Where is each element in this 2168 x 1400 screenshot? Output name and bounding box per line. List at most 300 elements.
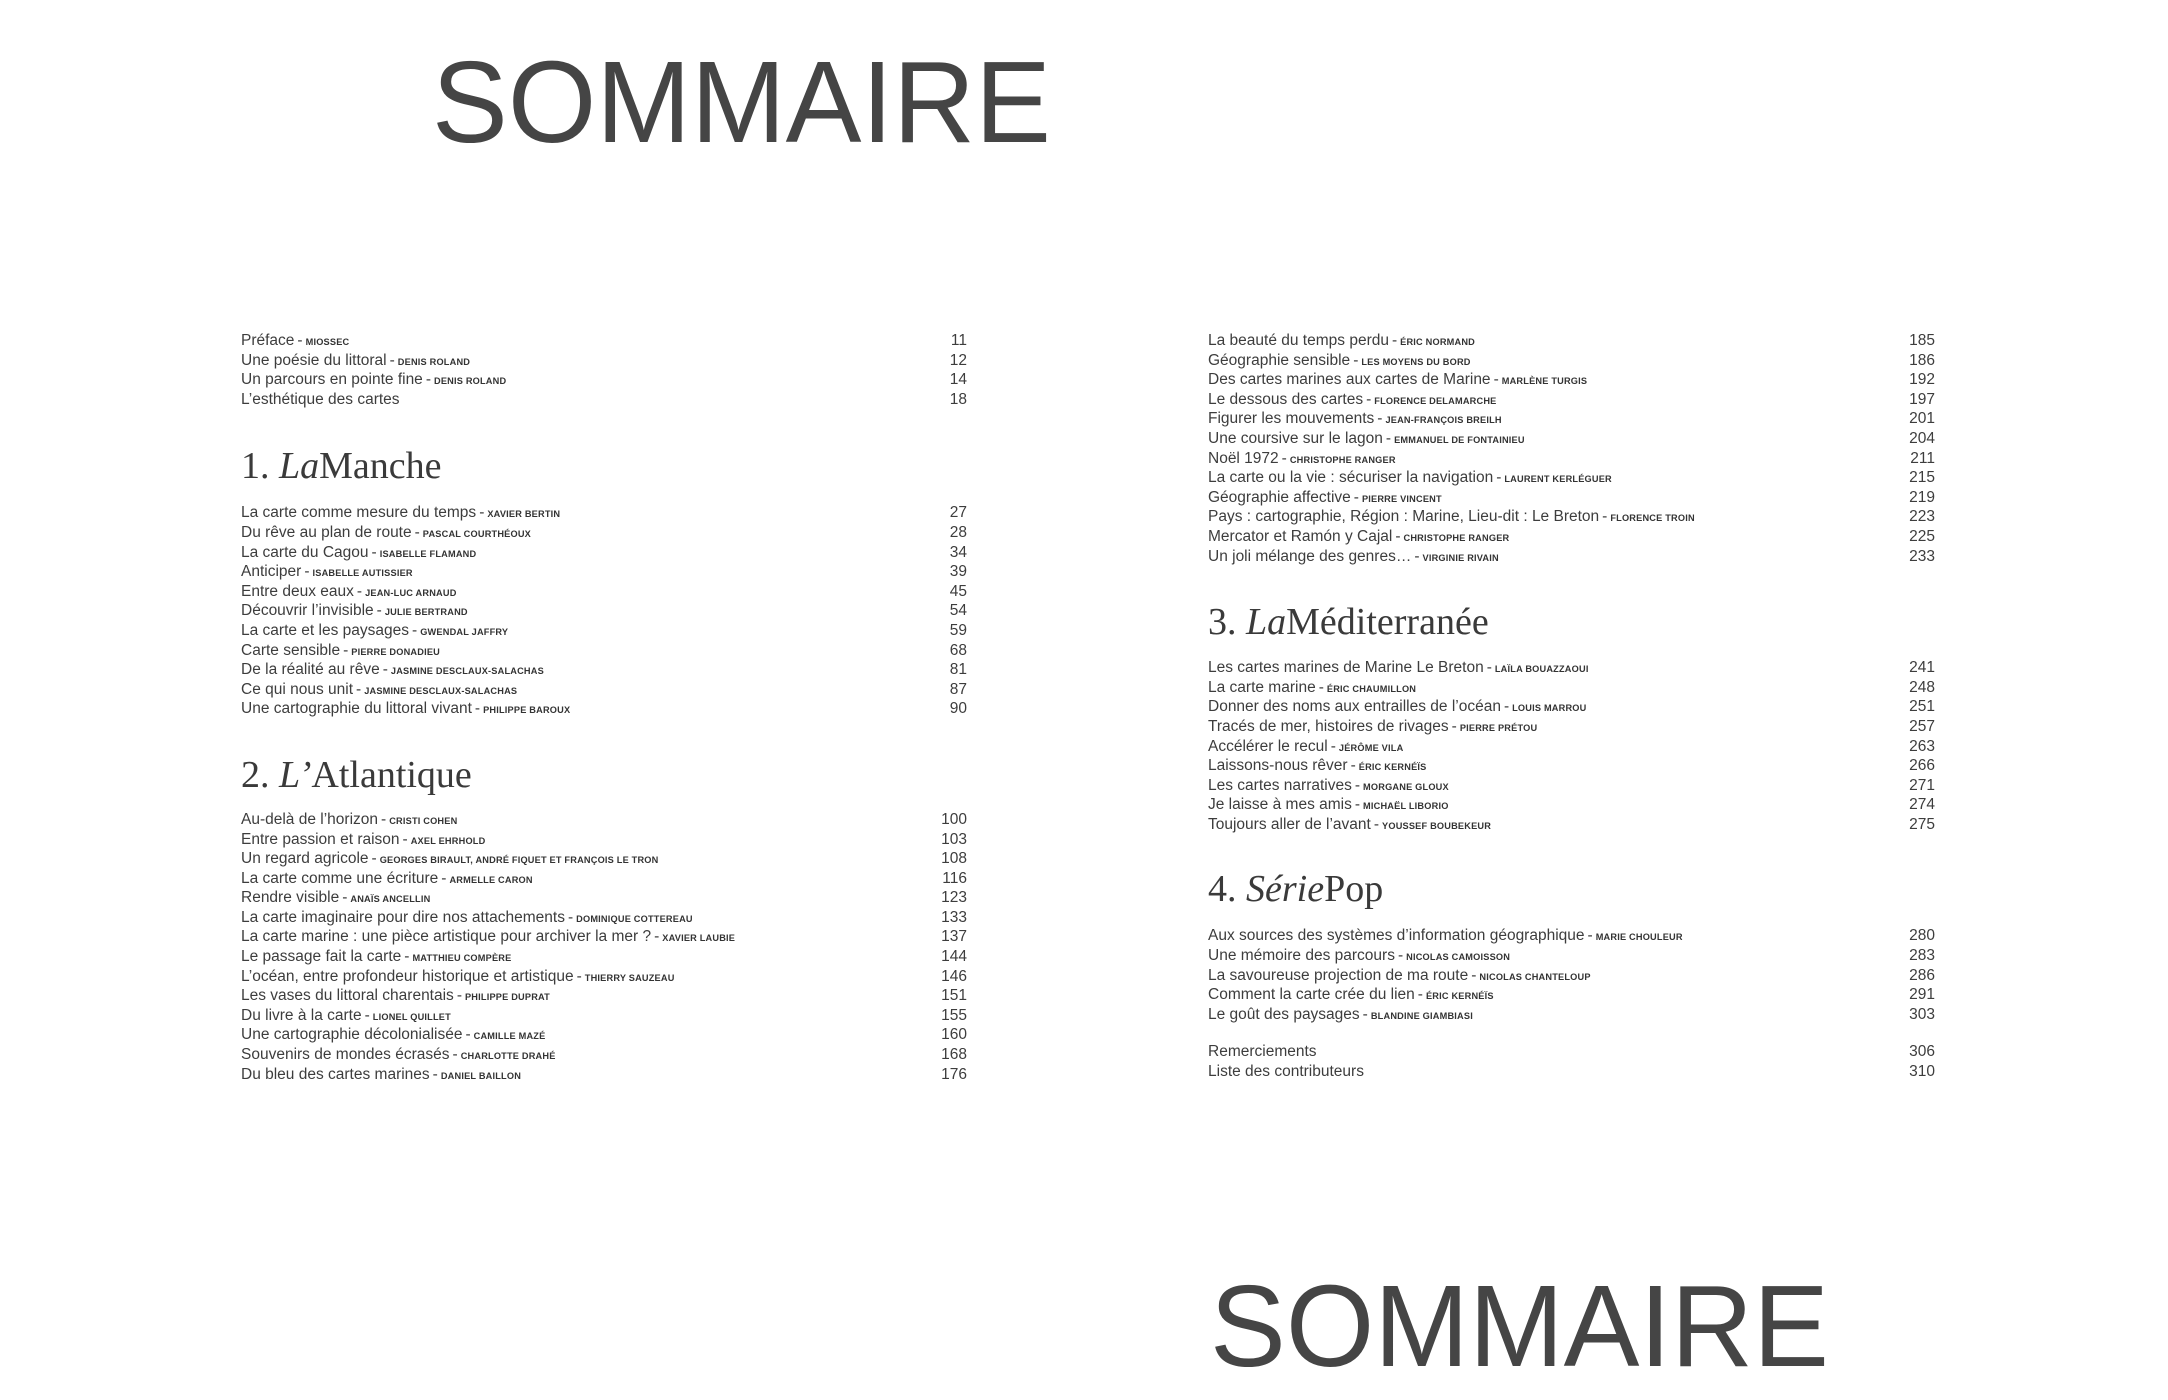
entry-title: La beauté du temps perdu	[1208, 332, 1389, 349]
entry-page-number: 45	[949, 582, 967, 600]
entry-separator: -	[364, 1006, 370, 1024]
entry-page-number: 263	[1909, 737, 1935, 755]
entry-page-number: 211	[1910, 449, 1935, 467]
toc-list-atlantique-continued	[1208, 331, 1935, 566]
entry-separator: -	[1602, 508, 1608, 526]
entry-page-number: 123	[941, 889, 967, 907]
toc-entry	[1208, 717, 1935, 737]
toc-entry-text	[1208, 527, 1509, 549]
toc-entry-text	[241, 947, 511, 969]
entry-separator: -	[1353, 351, 1359, 369]
toc-entry-text	[1208, 946, 1510, 968]
entry-title: Géographie sensible	[1208, 351, 1351, 369]
toc-entry	[241, 562, 967, 582]
entry-author: JÉRÔME VILA	[1338, 742, 1404, 753]
entry-separator: -	[1362, 1005, 1368, 1023]
entry-page-number: 185	[1909, 332, 1935, 349]
entry-page-number: 275	[1909, 815, 1935, 833]
toc-list-end-matter	[1208, 1042, 1935, 1081]
toc-entry	[241, 927, 967, 947]
entry-title: Découvrir l’invisible	[241, 602, 374, 620]
toc-entry	[241, 830, 967, 850]
entry-separator: -	[1391, 332, 1398, 349]
entry-title: Les vases du littoral charentais	[241, 987, 454, 1005]
toc-entry	[1208, 331, 1935, 351]
entry-page-number: 103	[941, 830, 967, 848]
toc-entry-text	[241, 927, 735, 949]
toc-entry-text	[1208, 331, 1475, 353]
section-number: 2.	[241, 753, 270, 796]
entry-author: MICHAËL LIBORIO	[1363, 801, 1449, 812]
entry-page-number: 251	[1909, 698, 1935, 716]
toc-entry-text	[1208, 737, 1403, 759]
entry-page-number: 54	[949, 602, 967, 620]
entry-title: Une mémoire des parcours	[1208, 947, 1395, 965]
entry-separator: -	[432, 1065, 438, 1083]
entry-separator: -	[1493, 371, 1499, 389]
entry-author: NICOLAS CAMOISSON	[1406, 952, 1511, 963]
entry-separator: -	[654, 928, 660, 946]
entry-page-number: 192	[1909, 371, 1935, 389]
toc-entry-text	[1208, 815, 1491, 837]
entry-title: De la réalité au rêve	[241, 661, 380, 679]
entry-author: YOUSSEF BOUBEKEUR	[1382, 820, 1492, 831]
entry-separator: -	[1353, 488, 1359, 506]
toc-entry	[1208, 390, 1935, 410]
toc-entry-text	[1208, 795, 1449, 817]
entry-author: PIERRE VINCENT	[1361, 493, 1442, 504]
entry-author: XAVIER BERTIN	[487, 509, 561, 520]
entry-separator: -	[1350, 757, 1356, 775]
entry-author: MARLÈNE TURGIS	[1501, 376, 1588, 387]
entry-title: Entre deux eaux	[241, 582, 354, 600]
entry-author: JEAN-LUC ARNAUD	[365, 587, 457, 598]
entry-author: NICOLAS CHANTELOUP	[1479, 971, 1591, 982]
entry-separator: -	[425, 371, 431, 389]
entry-title: La carte du Cagou	[241, 543, 369, 561]
entry-page-number: 133	[941, 908, 967, 926]
entry-title: Accélérer le recul	[1208, 737, 1328, 755]
entry-separator: -	[465, 1026, 471, 1044]
toc-entry-text	[241, 908, 693, 930]
toc-entry-text	[1208, 390, 1496, 412]
section-number: 1.	[241, 445, 270, 488]
entry-title: Une coursive sur le lagon	[1208, 429, 1383, 447]
entry-page-number: 81	[949, 661, 967, 679]
toc-entry	[1208, 547, 1935, 567]
toc-entry-text	[241, 1045, 556, 1067]
toc-entry	[241, 888, 967, 908]
entry-title: Comment la carte crée du lien	[1208, 986, 1415, 1004]
toc-entry-text	[241, 888, 430, 910]
entry-title: Ce qui nous unit	[241, 680, 354, 698]
entry-author: ISABELLE AUTISSIER	[312, 568, 413, 579]
entry-author: LAURENT KERLÉGUER	[1504, 474, 1612, 485]
entry-page-number: 12	[949, 351, 967, 369]
section-heading-manche	[241, 446, 967, 486]
entry-separator: -	[402, 830, 408, 848]
entry-title: Une cartographie décolonialisée	[241, 1026, 463, 1044]
entry-author: MARIE CHOULEUR	[1595, 932, 1683, 943]
page-title-bottom: SOMMAIRE	[1210, 1261, 1829, 1391]
entry-author: VIRGINIE RIVAIN	[1422, 552, 1499, 563]
entry-separator: -	[567, 908, 574, 926]
section-article: La	[279, 445, 320, 488]
entry-author: BLANDINE GIAMBIASI	[1370, 1010, 1473, 1021]
entry-author: XAVIER LAUBIE	[662, 933, 736, 944]
entry-page-number: 215	[1909, 469, 1935, 487]
entry-page-number: 266	[1909, 757, 1935, 775]
section-article: La	[1246, 601, 1287, 644]
entry-title: Un parcours en pointe fine	[241, 371, 423, 389]
toc-entry-text	[1208, 966, 1591, 988]
entry-page-number: 223	[1909, 508, 1935, 526]
entry-separator: -	[381, 810, 387, 828]
entry-author: FLORENCE DELAMARCHE	[1374, 395, 1497, 406]
entry-title: Laissons-nous rêver	[1208, 757, 1348, 775]
entry-title: La savoureuse projection de ma route	[1208, 966, 1469, 984]
entry-title: Un joli mélange des genres…	[1208, 547, 1412, 565]
entry-title: Un regard agricole	[241, 850, 369, 868]
section-heading-mediterranee	[1208, 602, 1935, 642]
entry-page-number: 233	[1909, 547, 1935, 565]
entry-title: Souvenirs de mondes écrasés	[241, 1046, 450, 1064]
entry-separator: -	[304, 563, 310, 581]
toc-entry-text	[1208, 547, 1499, 569]
entry-title: Le dessous des cartes	[1208, 390, 1364, 408]
entry-separator: -	[382, 661, 388, 679]
entry-page-number: 219	[1909, 488, 1935, 506]
toc-entry-text	[1208, 697, 1587, 719]
toc-entry-text	[241, 641, 440, 663]
entry-title: Géographie affective	[1208, 488, 1351, 506]
entry-page-number: 137	[941, 928, 967, 946]
toc-entry	[1208, 351, 1935, 371]
toc-entry	[1208, 795, 1935, 815]
section-number: 3.	[1208, 601, 1237, 644]
entry-author: PIERRE PRÉTOU	[1459, 722, 1538, 733]
entry-page-number: 280	[1909, 927, 1935, 945]
entry-separator: -	[412, 621, 418, 639]
entry-author: LAÏLA BOUAZZAOUI	[1494, 664, 1589, 675]
toc-entry	[1208, 409, 1935, 429]
entry-page-number: 160	[941, 1026, 967, 1044]
toc-entry	[1208, 966, 1935, 986]
toc-entry	[1208, 697, 1935, 717]
toc-entry-text	[241, 849, 658, 871]
entry-separator: -	[576, 967, 582, 985]
toc-column-left	[241, 331, 967, 1084]
toc-entry	[241, 986, 967, 1006]
toc-entry	[1208, 678, 1935, 698]
toc-entry-text	[1208, 1042, 1317, 1062]
entry-separator: -	[1397, 947, 1404, 965]
entry-title: La carte marine	[1208, 678, 1316, 696]
toc-entry	[1208, 776, 1935, 796]
entry-separator: -	[1451, 717, 1457, 735]
entry-author: DENIS ROLAND	[433, 376, 507, 387]
toc-entry-text	[241, 660, 544, 682]
entry-page-number: 87	[949, 680, 967, 698]
entry-page-number: 204	[1909, 429, 1935, 447]
toc-entry	[241, 1006, 967, 1026]
entry-page-number: 34	[949, 543, 967, 561]
entry-separator: -	[1395, 527, 1401, 545]
toc-entry-text	[241, 331, 349, 353]
entry-page-number: 59	[949, 621, 967, 639]
entry-author: PASCAL COURTHÉOUX	[422, 528, 532, 539]
toc-list-mediterranee	[1208, 658, 1935, 834]
toc-list-intro	[241, 331, 967, 409]
entry-page-number: 11	[950, 332, 967, 349]
toc-entry	[1208, 658, 1935, 678]
toc-entry	[1208, 370, 1935, 390]
toc-entry	[241, 1025, 967, 1045]
toc-list-manche	[241, 503, 967, 719]
entry-page-number: 27	[949, 504, 967, 522]
entry-author: LIONEL QUILLET	[372, 1011, 451, 1022]
entry-author: DENIS ROLAND	[397, 356, 471, 367]
entry-page-number: 197	[1909, 390, 1935, 408]
toc-entry	[1208, 1042, 1935, 1062]
entry-separator: -	[1414, 547, 1420, 565]
entry-author: CHARLOTTE DRAHÉ	[460, 1051, 556, 1062]
toc-entry-text	[241, 1065, 521, 1087]
entry-page-number: 90	[949, 700, 967, 718]
toc-entry	[1208, 737, 1935, 757]
entry-separator: -	[342, 889, 348, 907]
entry-title: Du rêve au plan de route	[241, 523, 412, 541]
entry-page-number: 248	[1909, 678, 1935, 696]
toc-entry-text	[241, 370, 506, 392]
entry-page-number: 241	[1909, 659, 1935, 677]
toc-entry-text	[241, 810, 457, 832]
toc-entry-text	[1208, 926, 1683, 948]
toc-entry	[241, 641, 967, 661]
toc-entry-text	[241, 680, 517, 702]
toc-entry	[241, 503, 967, 523]
entry-page-number: 306	[1909, 1043, 1935, 1061]
entry-page-number: 303	[1909, 1005, 1935, 1023]
entry-page-number: 283	[1909, 947, 1935, 965]
entry-separator: -	[297, 332, 303, 349]
entry-page-number: 28	[949, 523, 967, 541]
entry-separator: -	[1471, 966, 1477, 984]
toc-entry	[241, 370, 967, 390]
entry-separator: -	[1318, 678, 1324, 696]
section-name: Atlantique	[311, 753, 472, 796]
entry-page-number: 68	[949, 641, 967, 659]
entry-title: La carte imaginaire pour dire nos attachements	[241, 908, 565, 926]
toc-entry	[241, 660, 967, 680]
toc-entry	[1208, 815, 1935, 835]
toc-entry	[241, 582, 967, 602]
entry-author: PHILIPPE DUPRAT	[464, 992, 550, 1003]
toc-entry-text	[241, 523, 531, 545]
entry-title: La carte marine : une pièce artistique pour archiver la mer ?	[241, 928, 652, 946]
entry-title: Le passage fait la carte	[241, 948, 402, 966]
toc-entry	[241, 543, 967, 563]
entry-author: FLORENCE TROIN	[1610, 513, 1695, 524]
toc-entry-text	[1208, 351, 1471, 373]
entry-title: Tracés de mer, histoires de rivages	[1208, 717, 1449, 735]
toc-list-serie-pop	[1208, 926, 1935, 1024]
toc-entry	[1208, 926, 1935, 946]
section-heading-serie-pop	[1208, 869, 1935, 909]
entry-page-number: 186	[1909, 351, 1935, 369]
toc-entry-text	[1208, 1062, 1364, 1082]
toc-entry	[1208, 429, 1935, 449]
entry-author: GWENDAL JAFFRY	[420, 626, 509, 637]
entry-author: DANIEL BAILLON	[440, 1070, 522, 1081]
entry-page-number: 201	[1909, 410, 1935, 428]
toc-entry-text	[1208, 409, 1502, 431]
entry-separator: -	[1587, 927, 1593, 945]
entry-separator: -	[356, 680, 362, 698]
toc-entry	[1208, 507, 1935, 527]
entry-author: JULIE BERTRAND	[384, 607, 468, 618]
entry-title: Remerciements	[1208, 1043, 1317, 1061]
entry-separator: -	[479, 504, 485, 522]
toc-entry-text	[1208, 658, 1589, 680]
entry-page-number: 310	[1909, 1063, 1935, 1081]
entry-title: La carte ou la vie : sécuriser la navigation	[1208, 469, 1494, 487]
entry-author: AXEL EHRHOLD	[410, 835, 486, 846]
entry-page-number: 108	[941, 850, 967, 868]
entry-author: ANAÏS ANCELLIN	[350, 894, 431, 905]
toc-entry-text	[1208, 985, 1494, 1007]
entry-title: La carte comme une écriture	[241, 869, 439, 887]
entry-separator: -	[389, 351, 395, 369]
toc-entry-text	[241, 986, 550, 1008]
entry-title: Je laisse à mes amis	[1208, 796, 1352, 814]
toc-entry	[241, 351, 967, 371]
section-article: Série	[1246, 868, 1325, 911]
entry-author: DOMINIQUE COTTEREAU	[576, 913, 693, 924]
entry-author: CHRISTOPHE RANGER	[1289, 454, 1396, 465]
entry-separator: -	[1281, 449, 1287, 467]
toc-entry-text	[241, 621, 508, 643]
entry-title: Les cartes marines de Marine Le Breton	[1208, 659, 1484, 677]
entry-author: JASMINE DESCLAUX-SALACHAS	[390, 666, 544, 677]
entry-title: Liste des contributeurs	[1208, 1063, 1364, 1081]
entry-separator: -	[474, 700, 481, 718]
entry-author: EMMANUEL DE FONTAINIEU	[1394, 434, 1525, 445]
toc-entry-text	[1208, 468, 1612, 490]
toc-entry	[241, 1065, 967, 1085]
toc-entry	[241, 331, 967, 351]
entry-page-number: 100	[941, 810, 967, 828]
entry-page-number: 14	[949, 371, 967, 389]
entry-title: Une poésie du littoral	[241, 351, 387, 369]
section-name: Pop	[1324, 868, 1384, 911]
entry-page-number: 155	[941, 1006, 967, 1024]
entry-separator: -	[456, 987, 462, 1005]
entry-page-number: 39	[949, 563, 967, 581]
entry-title: Une cartographie du littoral vivant	[241, 700, 472, 718]
entry-author: ÉRIC KERNÉÏS	[1425, 991, 1494, 1002]
toc-entry	[1208, 985, 1935, 1005]
entry-separator: -	[371, 543, 377, 561]
entry-author: ISABELLE FLAMAND	[379, 548, 477, 559]
toc-entry-text	[241, 699, 570, 721]
section-heading-atlantique	[241, 755, 967, 795]
toc-entry-text	[1208, 756, 1427, 778]
entry-separator: -	[1377, 410, 1383, 428]
entry-separator: -	[1366, 390, 1372, 408]
entry-page-number: 146	[941, 967, 967, 985]
entry-author: CHRISTOPHE RANGER	[1403, 532, 1510, 543]
toc-entry	[241, 947, 967, 967]
entry-author: CAMILLE MAZÉ	[473, 1031, 546, 1042]
entry-author: GEORGES BIRAULT, ANDRÉ FIQUET ET FRANÇOIS LE TRON	[379, 855, 659, 866]
entry-author: MIOSSEC	[305, 337, 350, 347]
entry-author: THIERRY SAUZEAU	[584, 972, 675, 983]
toc-column-right	[1208, 331, 1935, 1082]
toc-entry-text	[1208, 507, 1695, 529]
toc-entry	[241, 849, 967, 869]
entry-title: L’esthétique des cartes	[241, 390, 400, 408]
toc-entry	[1208, 488, 1935, 508]
entry-page-number: 286	[1909, 966, 1935, 984]
toc-entry	[241, 621, 967, 641]
entry-author: PHILIPPE BAROUX	[483, 705, 571, 716]
toc-entry	[1208, 1062, 1935, 1082]
entry-separator: -	[371, 850, 377, 868]
toc-entry-text	[241, 503, 560, 525]
toc-entry-text	[241, 967, 675, 989]
toc-entry	[241, 680, 967, 700]
toc-entry-text	[241, 582, 457, 604]
entry-title: Figurer les mouvements	[1208, 410, 1375, 428]
entry-author: ÉRIC NORMAND	[1400, 337, 1476, 347]
entry-separator: -	[452, 1046, 458, 1064]
entry-page-number: 18	[949, 390, 967, 408]
toc-entry-text	[1208, 370, 1587, 392]
entry-separator: -	[1417, 986, 1423, 1004]
toc-entry	[241, 908, 967, 928]
entry-author: JEAN-FRANÇOIS BREILH	[1385, 415, 1502, 426]
entry-page-number: 274	[1909, 796, 1935, 814]
toc-entry	[1208, 756, 1935, 776]
entry-title: Du livre à la carte	[241, 1006, 362, 1024]
entry-separator: -	[441, 869, 447, 887]
entry-title: Carte sensible	[241, 641, 341, 659]
entry-separator: -	[1330, 737, 1336, 755]
entry-title: Noël 1972	[1208, 449, 1279, 467]
entry-author: MORGANE GLOUX	[1363, 781, 1449, 792]
toc-entry-text	[1208, 449, 1396, 471]
entry-page-number: 176	[941, 1065, 967, 1083]
entry-author: MATTHIEU COMPÈRE	[412, 953, 512, 964]
toc-list-atlantique	[241, 810, 967, 1084]
toc-entry	[241, 390, 967, 410]
entry-page-number: 168	[941, 1046, 967, 1064]
entry-separator: -	[1486, 659, 1492, 677]
toc-entry	[1208, 468, 1935, 488]
toc-entry-text	[1208, 488, 1442, 510]
toc-entry-text	[241, 830, 485, 852]
toc-entry-text	[1208, 776, 1449, 798]
toc-entry	[1208, 449, 1935, 469]
entry-title: Des cartes marines aux cartes de Marine	[1208, 371, 1491, 389]
entry-title: Pays : cartographie, Région : Marine, Lieu-dit : Le Breton	[1208, 508, 1600, 526]
toc-entry-text	[241, 543, 476, 565]
toc-entry-text	[241, 1025, 545, 1047]
toc-entry-text	[1208, 429, 1525, 451]
toc-entry	[241, 699, 967, 719]
entry-title: Donner des noms aux entrailles de l’océan	[1208, 698, 1501, 716]
